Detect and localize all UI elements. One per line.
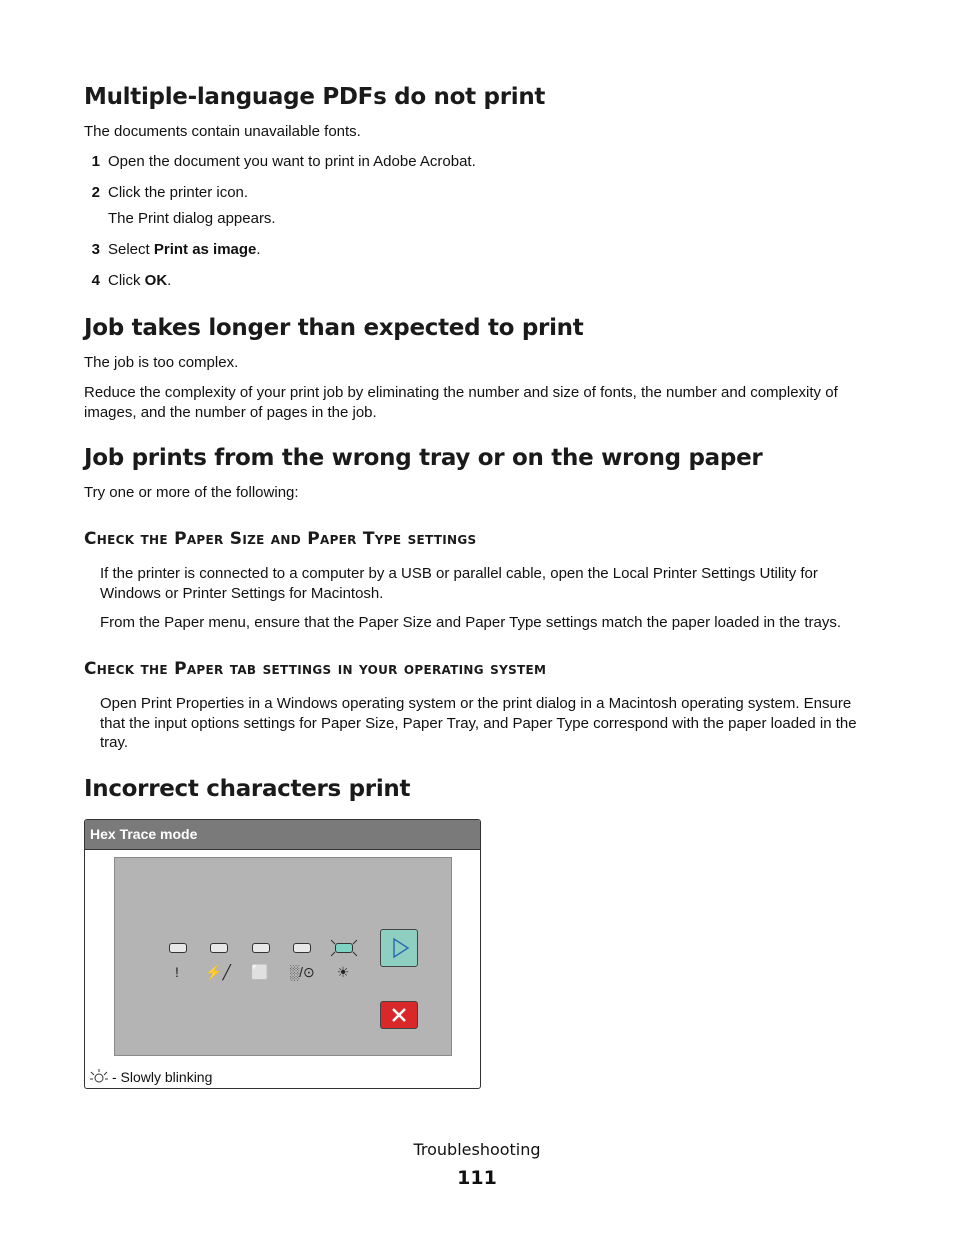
step-number: 3 [91, 241, 100, 258]
paragraph: If the printer is connected to a computer by a USB or parallel cable, open the Local Printer Settings Utility for Windows or Printer Settings for Macintosh. [100, 565, 818, 602]
paragraph: Reduce the complexity of your print job by eliminating the number and size of fonts, the number and complexity of images, and the number of pages in the job. [84, 384, 838, 421]
paragraph: Open Print Properties in a Windows operating system or the print dialog in a Macintosh operating system. Ensure that the input options settings for Paper Size, Paper Tray, and Paper Type correspond with the paper loaded in the tray. [100, 695, 857, 751]
blink-rays-icon [329, 938, 359, 958]
section-heading-job-slow: Job takes longer than expected to print [84, 315, 584, 341]
continue-button[interactable] [380, 929, 418, 967]
section-heading-wrong-tray: Job prints from the wrong tray or on the wrong paper [84, 445, 763, 471]
paragraph: From the Paper menu, ensure that the Paper Size and Paper Type settings match the paper loaded in the trays. [100, 614, 841, 631]
printer-control-panel [114, 857, 452, 1056]
cancel-button[interactable] [380, 1001, 418, 1029]
subsection-heading-paper-size: Check the Paper Size and Paper Type settings [84, 529, 477, 549]
paragraph: The job is too complex. [84, 354, 239, 371]
paper-jam-led [210, 943, 228, 953]
error-icon: ! [175, 964, 179, 980]
ready-light-icon: ☀ [336, 964, 350, 980]
bold-term: OK [144, 272, 168, 289]
figure-header: Hex Trace mode [85, 820, 480, 850]
step-result-text: The Print dialog appears. [108, 210, 276, 227]
subsection-heading-paper-tab: Check the Paper tab settings in your operating system [84, 659, 547, 679]
step-number: 1 [91, 153, 100, 170]
paragraph: The documents contain unavailable fonts. [84, 123, 361, 140]
load-paper-icon: ⬜ [251, 964, 269, 980]
load-paper-led [252, 943, 270, 953]
section-heading-incorrect-chars: Incorrect characters print [84, 776, 411, 802]
toner-led [293, 943, 311, 953]
play-icon [381, 930, 417, 966]
slow-blink-light-icon [89, 1068, 109, 1086]
step-text: Open the document you want to print in Adobe Acrobat. [108, 153, 476, 170]
step-number: 4 [91, 272, 100, 289]
paragraph: Try one or more of the following: [84, 484, 299, 501]
hex-trace-figure [84, 819, 481, 1089]
error-led [169, 943, 187, 953]
figure-legend [89, 1068, 212, 1086]
legend-text: - Slowly blinking [112, 1069, 213, 1085]
step-text: Click OK. [108, 272, 172, 289]
close-icon [381, 1002, 417, 1028]
paper-jam-icon: ⚡╱ [205, 964, 231, 980]
bold-term: Print as image [153, 241, 257, 258]
step-text: Select Print as image. [108, 241, 261, 258]
page-number: 111 [457, 1167, 497, 1189]
step-number: 2 [91, 184, 100, 201]
step-text: Click the printer icon. [108, 184, 249, 201]
footer-section-title: Troubleshooting [413, 1140, 541, 1159]
toner-icon: ░/⊙ [289, 964, 315, 980]
section-heading-pdf: Multiple-language PDFs do not print [84, 84, 546, 110]
